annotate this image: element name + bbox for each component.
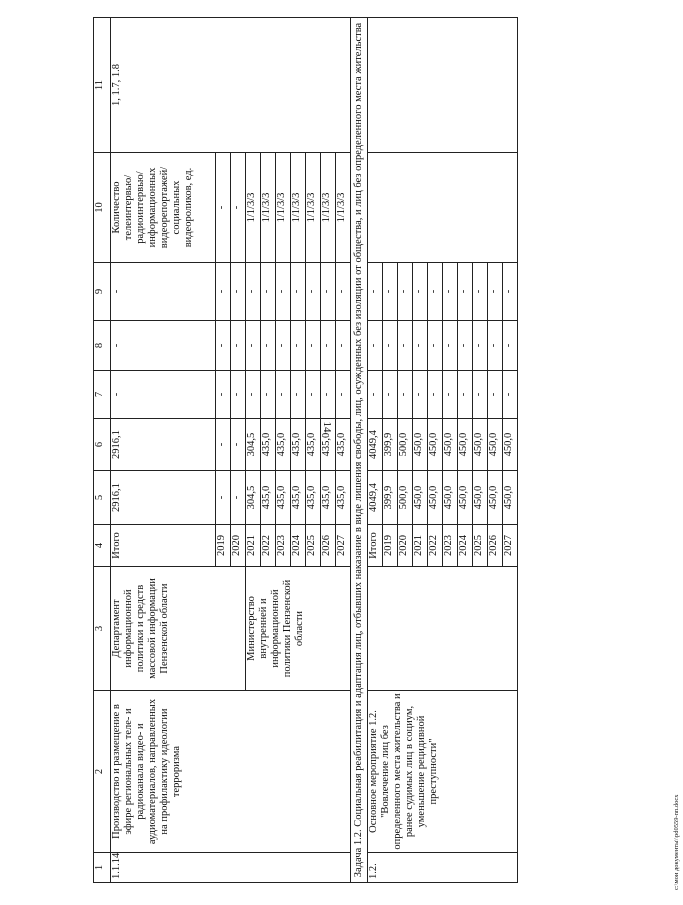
header-row: [94, 18, 111, 883]
value-cell: -: [413, 321, 428, 371]
value-cell: -: [443, 263, 458, 321]
year-cell: Итого: [368, 525, 383, 567]
value-cell: 399,9: [383, 419, 398, 471]
value-cell: 435,0: [291, 471, 306, 525]
year-cell: 2022: [428, 525, 443, 567]
value-cell: 304,5: [246, 471, 261, 525]
value-cell: 1/1/3/3: [321, 153, 336, 263]
year-cell: 2019: [216, 525, 231, 567]
task-row: [351, 18, 368, 883]
value-cell: 500,0: [398, 471, 413, 525]
value-cell: 450,0: [413, 419, 428, 471]
header-cell: 6: [94, 419, 111, 471]
year-cell: 2023: [276, 525, 291, 567]
value-cell: -: [261, 263, 276, 321]
value-cell: -: [246, 321, 261, 371]
indicator-name: [368, 153, 518, 263]
page-number: 14: [321, 421, 333, 433]
value-cell: 1/1/3/3: [261, 153, 276, 263]
value-cell: -: [306, 321, 321, 371]
year-cell: 2027: [336, 525, 351, 567]
value-cell: -: [503, 263, 518, 321]
value-cell: -: [276, 263, 291, 321]
value-cell: 435,0: [336, 471, 351, 525]
value-cell: -: [216, 371, 231, 419]
value-cell: 4049,4: [368, 419, 383, 471]
value-cell: 450,0: [458, 471, 473, 525]
year-cell: 2025: [473, 525, 488, 567]
value-cell: -: [413, 263, 428, 321]
year-cell: 2023: [443, 525, 458, 567]
value-cell: 399,9: [383, 471, 398, 525]
value-cell: -: [231, 153, 246, 263]
goal-reference: [368, 18, 518, 153]
year-cell: 2021: [413, 525, 428, 567]
value-cell: 450,0: [473, 419, 488, 471]
footer-file-path: c:\мои документы\\pd0559-nn.docx: [673, 794, 680, 890]
header-cell: 2: [94, 691, 111, 853]
value-cell: -: [291, 371, 306, 419]
indicator-name: Количество телеинтервью/ радиоинтервью/ информационных видеорепортажей/ социальных видеороликов, ед.: [111, 153, 216, 263]
value-cell: 450,0: [413, 471, 428, 525]
value-cell: -: [503, 371, 518, 419]
value-cell: -: [216, 263, 231, 321]
value-cell: 1/1/3/3: [336, 153, 351, 263]
value-cell: -: [261, 371, 276, 419]
value-cell: -: [428, 371, 443, 419]
value-cell: 450,0: [503, 471, 518, 525]
value-cell: 2916,1: [111, 419, 216, 471]
year-cell: 2020: [231, 525, 246, 567]
goal-reference: 1, 1.7, 1.8: [111, 18, 351, 153]
value-cell: 1/1/3/3: [306, 153, 321, 263]
value-cell: -: [473, 263, 488, 321]
value-cell: -: [216, 471, 231, 525]
measure-name: Производство и размещение в эфире региональных теле- и радиоканала видео- и аудиоматериалов, направленных на профилактику идеологии терроризма: [111, 691, 351, 853]
value-cell: -: [488, 321, 503, 371]
value-cell: -: [398, 263, 413, 321]
value-cell: -: [443, 321, 458, 371]
value-cell: -: [246, 371, 261, 419]
value-cell: -: [231, 371, 246, 419]
year-cell: 2026: [488, 525, 503, 567]
year-cell: 2026: [321, 525, 336, 567]
value-cell: -: [321, 321, 336, 371]
value-cell: -: [336, 263, 351, 321]
value-cell: -: [246, 263, 261, 321]
value-cell: -: [488, 263, 503, 321]
value-cell: -: [428, 263, 443, 321]
value-cell: 450,0: [458, 419, 473, 471]
measure-number: 1.1.14: [111, 853, 351, 883]
value-cell: -: [503, 321, 518, 371]
header-cell: 10: [94, 153, 111, 263]
year-cell: 2022: [261, 525, 276, 567]
value-cell: -: [383, 263, 398, 321]
value-cell: 450,0: [503, 419, 518, 471]
value-cell: -: [443, 371, 458, 419]
measure-name: Основное мероприятие 1.2. "Вовлечение лиц без определенного места жительства и ранее судимых лиц в социум, уменьшение рецидивной преступности": [368, 691, 518, 853]
year-cell: 2020: [398, 525, 413, 567]
measure-number: 1.2.: [368, 853, 518, 883]
executor-name: Департамент информационной политики и средств массовой информации Пензенской области: [111, 567, 246, 691]
executor-name: [368, 567, 518, 691]
value-cell: 450,0: [428, 419, 443, 471]
value-cell: -: [306, 263, 321, 321]
value-cell: 450,0: [488, 471, 503, 525]
year-cell: Итого: [111, 525, 216, 567]
value-cell: -: [276, 371, 291, 419]
year-cell: 2024: [458, 525, 473, 567]
program-measures-table: [93, 17, 518, 883]
value-cell: -: [231, 263, 246, 321]
header-cell: 8: [94, 321, 111, 371]
value-cell: 450,0: [473, 471, 488, 525]
value-cell: -: [383, 321, 398, 371]
value-cell: 500,0: [398, 419, 413, 471]
value-cell: -: [336, 371, 351, 419]
value-cell: -: [291, 321, 306, 371]
value-cell: -: [368, 263, 383, 321]
table-row: [111, 18, 216, 883]
header-cell: 1: [94, 853, 111, 883]
value-cell: -: [231, 419, 246, 471]
value-cell: -: [473, 321, 488, 371]
value-cell: -: [111, 263, 216, 321]
value-cell: 450,0: [443, 419, 458, 471]
value-cell: -: [428, 321, 443, 371]
value-cell: 1/1/3/3: [246, 153, 261, 263]
year-cell: 2025: [306, 525, 321, 567]
header-cell: 11: [94, 18, 111, 153]
value-cell: -: [291, 263, 306, 321]
value-cell: 435,0: [276, 471, 291, 525]
value-cell: 2916,1: [111, 471, 216, 525]
value-cell: -: [368, 371, 383, 419]
value-cell: -: [321, 371, 336, 419]
rotated-table-area: [93, 18, 603, 883]
value-cell: 435,0: [276, 419, 291, 471]
value-cell: -: [231, 321, 246, 371]
executor-name: Министерство внутренней и информационной политики Пензенской области: [246, 567, 351, 691]
value-cell: -: [231, 471, 246, 525]
header-cell: 4: [94, 525, 111, 567]
value-cell: 450,0: [488, 419, 503, 471]
value-cell: -: [216, 153, 231, 263]
value-cell: -: [398, 321, 413, 371]
value-cell: -: [111, 371, 216, 419]
header-cell: 3: [94, 567, 111, 691]
value-cell: -: [368, 321, 383, 371]
value-cell: -: [383, 371, 398, 419]
value-cell: -: [458, 371, 473, 419]
value-cell: 435,0: [321, 471, 336, 525]
header-cell: 5: [94, 471, 111, 525]
value-cell: 435,0: [261, 419, 276, 471]
year-cell: 2019: [383, 525, 398, 567]
value-cell: 1/1/3/3: [276, 153, 291, 263]
value-cell: -: [458, 321, 473, 371]
year-cell: 2024: [291, 525, 306, 567]
value-cell: -: [111, 321, 216, 371]
value-cell: -: [216, 419, 231, 471]
value-cell: 450,0: [428, 471, 443, 525]
value-cell: 450,0: [443, 471, 458, 525]
value-cell: -: [336, 321, 351, 371]
value-cell: -: [488, 371, 503, 419]
value-cell: 435,0: [306, 471, 321, 525]
value-cell: -: [321, 263, 336, 321]
value-cell: 435,0: [306, 419, 321, 471]
value-cell: -: [398, 371, 413, 419]
value-cell: 1/1/3/3: [291, 153, 306, 263]
value-cell: 435,0: [321, 419, 336, 471]
value-cell: 435,0: [336, 419, 351, 471]
header-cell: 7: [94, 371, 111, 419]
value-cell: 435,0: [261, 471, 276, 525]
value-cell: -: [413, 371, 428, 419]
value-cell: -: [261, 321, 276, 371]
value-cell: -: [276, 321, 291, 371]
value-cell: 435,0: [291, 419, 306, 471]
value-cell: -: [216, 321, 231, 371]
value-cell: 304,5: [246, 419, 261, 471]
value-cell: -: [458, 263, 473, 321]
year-cell: 2027: [503, 525, 518, 567]
year-cell: 2021: [246, 525, 261, 567]
value-cell: 4049,4: [368, 471, 383, 525]
value-cell: -: [306, 371, 321, 419]
table-row: [368, 18, 383, 883]
header-cell: 9: [94, 263, 111, 321]
task-heading: Задача 1.2. Социальная реабилитация и адаптация лиц, отбывших наказание в виде лишения свободы, лиц, осужденных без изоляции от общества, и лиц без определенного места жительства: [351, 18, 368, 883]
value-cell: -: [473, 371, 488, 419]
